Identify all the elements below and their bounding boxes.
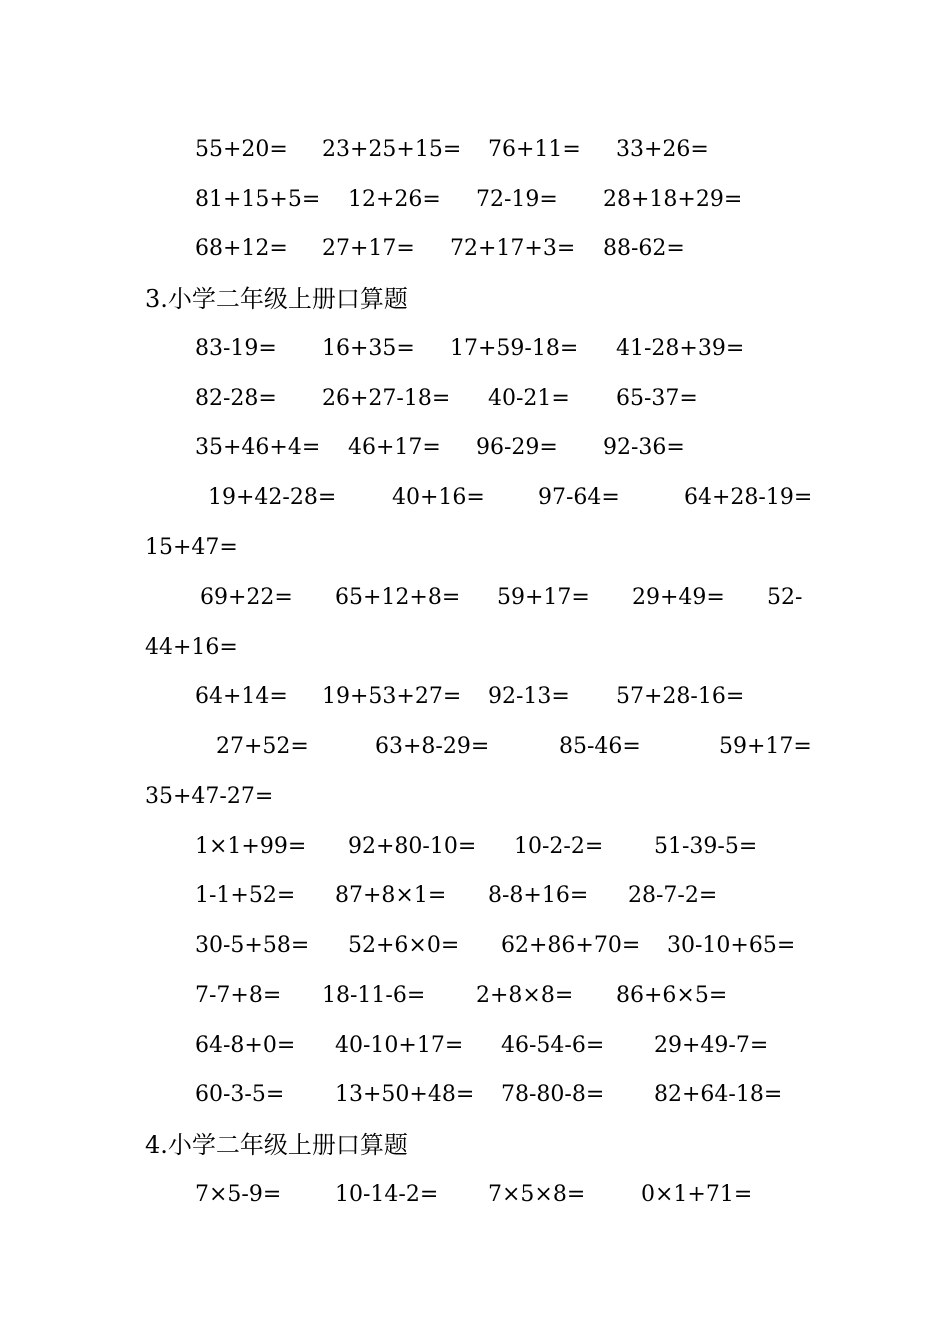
problem: 82+64-18= — [654, 1082, 783, 1107]
problem: 97-64= — [538, 485, 620, 510]
problem: 82-28= — [195, 386, 277, 411]
problem: 17+59-18= — [450, 336, 579, 361]
problem: 33+26= — [616, 137, 709, 162]
problem: 51-39-5= — [654, 834, 758, 859]
problem: 86+6×5= — [616, 983, 728, 1008]
problem: 92-36= — [603, 435, 685, 460]
problem: 60-3-5= — [195, 1082, 285, 1107]
problem: 52- — [767, 585, 803, 610]
problem: 52+6×0= — [348, 933, 460, 958]
problem: 18-11-6= — [322, 983, 426, 1008]
problem: 27+52= — [216, 734, 309, 759]
problem: 13+50+48= — [335, 1082, 475, 1107]
section-heading: 4.小学二年级上册口算题 — [145, 1131, 408, 1159]
problem: 83-19= — [195, 336, 277, 361]
problem: 76+11= — [488, 137, 581, 162]
problem: 1-1+52= — [195, 883, 296, 908]
problem: 8-8+16= — [488, 883, 589, 908]
problem: 59+17= — [497, 585, 590, 610]
problem: 65-37= — [616, 386, 698, 411]
problem: 2+8×8= — [476, 983, 574, 1008]
problem: 23+25+15= — [322, 137, 462, 162]
problem: 72-19= — [476, 187, 558, 212]
problem: 64-8+0= — [195, 1033, 296, 1058]
problem: 85-46= — [559, 734, 641, 759]
problem: 92-13= — [488, 684, 570, 709]
section-heading: 3.小学二年级上册口算题 — [145, 285, 408, 313]
problem: 35+47-27= — [145, 784, 274, 809]
problem: 92+80-10= — [348, 834, 477, 859]
problem: 30-5+58= — [195, 933, 310, 958]
problem: 87+8×1= — [335, 883, 447, 908]
problem: 64+28-19= — [684, 485, 813, 510]
problem: 10-14-2= — [335, 1182, 439, 1207]
problem: 1×1+99= — [195, 834, 307, 859]
problem: 16+35= — [322, 336, 415, 361]
problem: 46-54-6= — [501, 1033, 605, 1058]
problem: 29+49= — [632, 585, 725, 610]
problem: 7-7+8= — [195, 983, 282, 1008]
problem: 40+16= — [392, 485, 485, 510]
problem: 7×5×8= — [488, 1182, 586, 1207]
problem: 55+20= — [195, 137, 288, 162]
problem: 78-80-8= — [501, 1082, 605, 1107]
problem: 44+16= — [145, 635, 238, 660]
problem: 69+22= — [200, 585, 293, 610]
problem: 62+86+70= — [501, 933, 641, 958]
problem: 64+14= — [195, 684, 288, 709]
problem: 30-10+65= — [667, 933, 796, 958]
problem: 7×5-9= — [195, 1182, 282, 1207]
problem: 72+17+3= — [450, 236, 576, 261]
problem: 65+12+8= — [335, 585, 461, 610]
problem: 15+47= — [145, 535, 238, 560]
problem: 0×1+71= — [641, 1182, 753, 1207]
problem: 10-2-2= — [514, 834, 604, 859]
problem: 27+17= — [322, 236, 415, 261]
problem: 19+42-28= — [208, 485, 337, 510]
problem: 29+49-7= — [654, 1033, 769, 1058]
problem: 40-21= — [488, 386, 570, 411]
problem: 40-10+17= — [335, 1033, 464, 1058]
problem: 46+17= — [348, 435, 441, 460]
problem: 96-29= — [476, 435, 558, 460]
problem: 28-7-2= — [628, 883, 718, 908]
problem: 19+53+27= — [322, 684, 462, 709]
problem: 35+46+4= — [195, 435, 321, 460]
problem: 26+27-18= — [322, 386, 451, 411]
problem: 68+12= — [195, 236, 288, 261]
problem: 63+8-29= — [375, 734, 490, 759]
problem: 81+15+5= — [195, 187, 321, 212]
problem: 88-62= — [603, 236, 685, 261]
problem: 28+18+29= — [603, 187, 743, 212]
problem: 59+17= — [719, 734, 812, 759]
problem: 41-28+39= — [616, 336, 745, 361]
problem: 12+26= — [348, 187, 441, 212]
problem: 57+28-16= — [616, 684, 745, 709]
